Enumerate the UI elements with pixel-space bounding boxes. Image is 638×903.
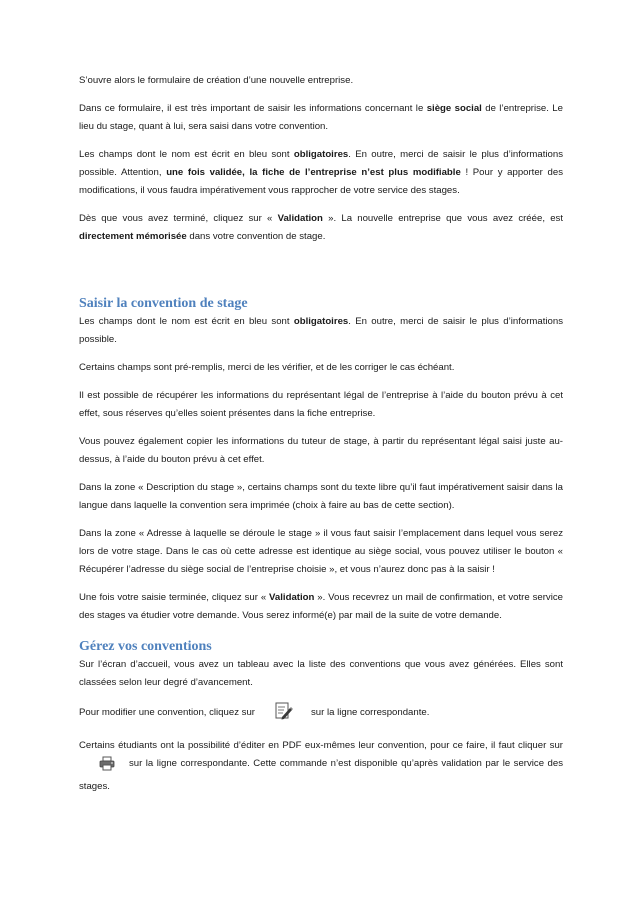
intro-p4-text-e: dans votre convention de stage. <box>186 231 326 242</box>
section2-paragraph-1: Sur l’écran d’accueil, vous avez un tableau avec la liste des conventions que vous avez générées. Elles sont classées selon leur degré d’avancement. <box>79 659 563 688</box>
intro-p3-text-c: . En outre, merci de saisir le plus d’informations possible. Attention, <box>79 149 563 178</box>
document-body <box>79 72 563 806</box>
intro-paragraph-4 <box>79 210 563 246</box>
intro-p3-text-a: Les champs dont le nom est écrit en bleu sont <box>79 149 294 160</box>
intro-p2-text-c: de l’entreprise. Le lieu du stage, quant à lui, sera saisi dans votre convention. <box>79 103 563 132</box>
section1-paragraph-5: Dans la zone « Description du stage », certains champs sont du texte libre qu’il faut impérativement saisir dans la langue dans laquelle la convention sera imprimée (choix à faire au bas de cette section). <box>79 482 563 511</box>
s2-p2-text-a: Pour modifier une convention, cliquez sur <box>79 707 255 718</box>
section1-paragraph-4: Vous pouvez également copier les informations du tuteur de stage, à partir du représentant légal saisi juste au-dessus, à l’aide du bouton prévu à cet effet. <box>79 436 563 465</box>
section1-paragraph-2: Certains champs sont pré-remplis, merci de les vérifier, et de les corriger le cas échéant. <box>79 362 455 373</box>
intro-p3-bold-b: obligatoires <box>293 149 349 160</box>
s1-p1-bold: obligatoires <box>293 316 349 327</box>
intro-paragraph-3 <box>79 146 563 200</box>
intro-paragraph-2 <box>79 100 563 136</box>
intro-p4-text-c: ». La nouvelle entreprise que vous avez créée, est <box>322 213 564 224</box>
print-icon <box>99 756 115 778</box>
intro-p4-text-a: Dès que vous avez terminé, cliquez sur « <box>79 213 278 224</box>
s1-p1-text-a: Les champs dont le nom est écrit en bleu sont <box>79 316 294 327</box>
intro-p4-bold-d: directement mémorisée <box>79 231 187 242</box>
s1-p7-text-a: Une fois votre saisie terminée, cliquez sur « <box>79 592 270 603</box>
section2-paragraph-3 <box>79 737 563 796</box>
intro-p1-text: S’ouvre alors le formulaire de création d’une nouvelle entreprise. <box>79 75 354 86</box>
section1-paragraph-6: Dans la zone « Adresse à laquelle se déroule le stage » il vous faut saisir l’emplacement dans lequel vous serez lors de votre stage. Dans le cas où cette adresse est identique au siège social, vous pouvez utiliser le bouton « Récupérer l’adresse du siège social de l’entreprise choisie », et vous n’aurez donc pas à la saisir ! <box>79 528 563 575</box>
s2-p2-text-b: sur la ligne correspondante. <box>310 707 430 718</box>
intro-p2-bold: siège social <box>426 103 482 114</box>
intro-paragraph-1 <box>79 72 563 90</box>
section-title-saisir-convention: Saisir la convention de stage <box>79 296 248 311</box>
intro-p3-text-e: ! Pour y apporter des modifications, il vous faudra impérativement vous rapprocher de votre service des stages. <box>79 167 563 196</box>
s2-p3-text-b: sur la ligne correspondante. Cette commande n’est disponible qu’après validation par le service des stages. <box>79 758 563 792</box>
intro-p2-text-a: Dans ce formulaire, il est très important de saisir les informations concernant le <box>79 103 427 114</box>
s1-p1-text-c: . En outre, merci de saisir le plus d’informations possible. <box>79 316 563 345</box>
section1-paragraph-3: Il est possible de récupérer les informations du représentant légal de l’entreprise à l’aide du bouton prévu à cet effet, sous réserves qu’elles soient présentes dans la fiche entreprise. <box>79 390 563 419</box>
s2-p3-text-a: Certains étudiants ont la possibilité d’éditer en PDF eux-mêmes leur convention, pour ce faire, il faut cliquer sur <box>79 740 563 751</box>
s1-p7-text-c: ». Vous recevrez un mail de confirmation, et votre service des stages va étudier votre demande. Vous serez informé(e) par mail de la suite de votre demande. <box>79 592 563 621</box>
section2-paragraph-2 <box>79 702 563 727</box>
intro-p4-bold-b: Validation <box>277 213 323 224</box>
s1-p7-bold: Validation <box>269 592 315 603</box>
intro-p3-bold-d: une fois validée, la fiche de l’entreprise n’est plus modifiable <box>166 167 461 178</box>
edit-document-icon <box>273 702 293 727</box>
section-title-gerez-conventions: Gérez vos conventions <box>79 639 212 654</box>
section1-paragraph-1 <box>79 313 563 349</box>
section1-paragraph-7 <box>79 589 563 625</box>
